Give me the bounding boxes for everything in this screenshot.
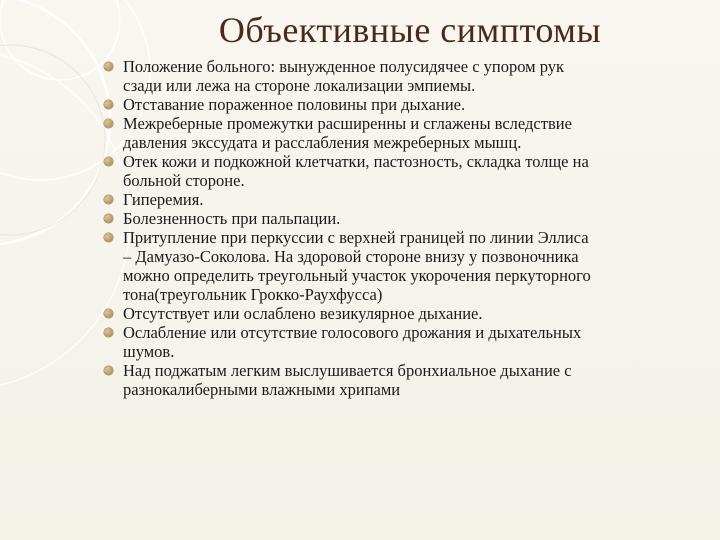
bullet-line: Отсутствует или ослаблено везикулярное дыхание. <box>123 304 483 323</box>
bullet-line: разнокалиберными влажными хрипами <box>123 380 401 399</box>
bullet-item <box>104 361 704 399</box>
bullet-dot-icon <box>104 214 113 223</box>
bullet-line: тона(треугольник Грокко-Раухфусса) <box>123 285 383 304</box>
bullet-dot-icon <box>104 309 113 318</box>
bullet-item <box>104 57 704 95</box>
bullet-item <box>104 114 704 152</box>
bullet-dot-icon <box>104 233 113 242</box>
bullet-line: можно определить треугольный участок укорочения перкуторного <box>123 266 591 285</box>
content-area <box>104 57 704 399</box>
bullet-dot-icon <box>104 62 113 71</box>
bullet-item <box>104 228 704 304</box>
bullet-line: шумов. <box>123 342 175 361</box>
bullet-item <box>104 95 704 114</box>
bullet-line: Положение больного: вынужденное полусидячее с упором рук <box>123 57 565 76</box>
bullet-dot-icon <box>104 195 113 204</box>
bullet-item <box>104 209 704 228</box>
bullet-line: Притупление при перкуссии с верхней границей по линии Эллиса <box>123 228 589 247</box>
bullet-item <box>104 304 704 323</box>
bullet-dot-icon <box>104 119 113 128</box>
bullet-item <box>104 152 704 190</box>
bullet-item <box>104 190 704 209</box>
bullet-line: больной стороне. <box>123 171 245 190</box>
bullet-list <box>104 57 704 399</box>
bullet-line: Ослабление или отсутствие голосового дрожания и дыхательных <box>123 323 582 342</box>
bullet-line: Гиперемия. <box>123 190 204 209</box>
bullet-line: Отставание пораженное половины при дыхание. <box>123 95 466 114</box>
bullet-line: Болезненность при пальпации. <box>123 209 341 228</box>
bullet-line: Над поджатым легким выслушивается бронхиальное дыхание с <box>123 361 572 380</box>
bullet-dot-icon <box>104 328 113 337</box>
bullet-dot-icon <box>104 100 113 109</box>
slide-title: Объективные симптомы <box>218 10 602 50</box>
bullet-line: Межреберные промежутки расширенны и сглажены вследствие <box>123 114 572 133</box>
bullet-line: давления экссудата и расслабления межреберных мышц. <box>123 133 522 152</box>
bullet-line: Отек кожи и подкожной клетчатки, пастозность, складка толще на <box>123 152 589 171</box>
bullet-dot-icon <box>104 157 113 166</box>
bullet-line: сзади или лежа на стороне локализации эмпиемы. <box>123 76 476 95</box>
bullet-dot-icon <box>104 366 113 375</box>
bullet-item <box>104 323 704 361</box>
bullet-line: – Дамуазо-Соколова. На здоровой стороне внизу у позвоночника <box>123 247 579 266</box>
